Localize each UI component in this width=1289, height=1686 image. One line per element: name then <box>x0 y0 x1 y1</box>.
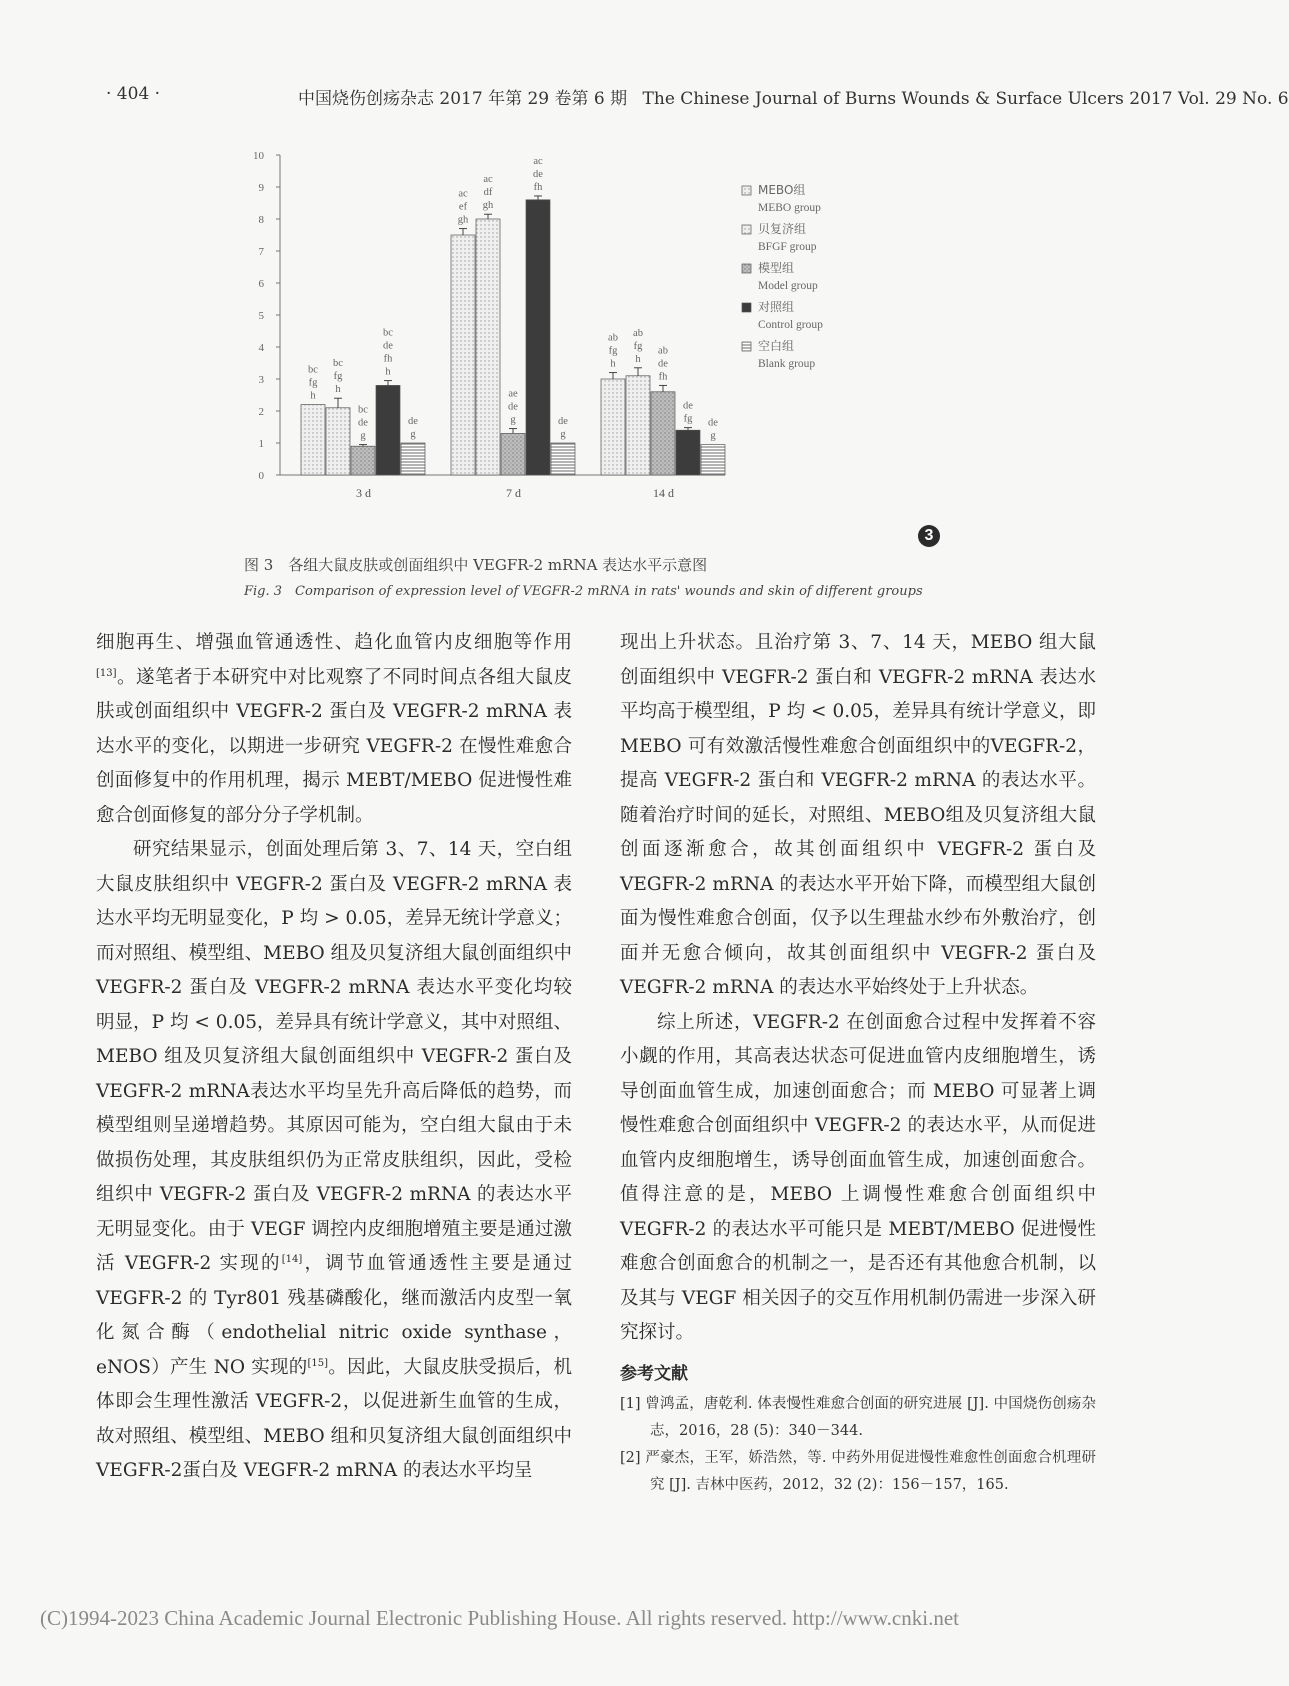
paragraph: 研究结果显示，创面处理后第 3、7、14 天，空白组大鼠皮肤组织中 VEGFR-2 蛋白及 VEGFR-2 mRNA 表达水平均无明显变化，P 均 > 0.05，差异无统计学意义；而对照组、模型组、MEBO 组及贝复济组大鼠创面组织中 VEGFR-2 蛋白及 VEGFR-2 mRNA 表达水平变化均较明显，P 均 < 0.05，差异具有统计学意义，其中对照组、MEBO 组及贝复济组大鼠创面组织中 VEGFR-2 蛋白及 VEGFR-2 mRNA表达水平均呈先升高后降低的趋势，而模型组则呈递增趋势。其原因可能为，空白组大鼠由于未做损伤处理，其皮肤组织仍为正常皮肤组织，因此，受检组织中 VEGFR-2 蛋白及 VEGFR-2 mRNA 的表达水平无明显变化。由于 VEGF 调控内皮细胞增殖主要是通过激活 VEGFR-2 实现的[14]，调节血管通透性主要是通过 VEGFR-2 的 Tyr801 残基磷酸化，继而激活内皮型一氧化氮合酶（endothelial nitric oxide synthase，eNOS）产生 NO 实现的[15]。因此，大鼠皮肤受损后，机体即会生理性激活 VEGFR-2，以促进新生血管的生成，故对照组、模型组、MEBO 组和贝复济组大鼠创面组织中 VEGFR-2蛋白及 VEGFR-2 mRNA 的表达水平均呈 <box>96 839 572 1481</box>
significance-label: ac <box>458 188 468 200</box>
significance-label: h <box>335 384 341 396</box>
significance-label: ef <box>458 201 468 213</box>
significance-label: g <box>360 430 366 442</box>
figure-3-chart <box>240 140 920 550</box>
citation: [14] <box>281 1253 303 1265</box>
significance-label: g <box>710 430 716 442</box>
legend-swatch <box>742 264 751 273</box>
bar-mebo-group <box>451 235 475 475</box>
significance-label: bc <box>308 364 318 376</box>
significance-label: fh <box>533 181 543 193</box>
x-tick-label: 14 d <box>653 486 674 500</box>
significance-label: gh <box>457 214 469 226</box>
paragraph: 细胞再生、增强血管通透性、趋化血管内皮细胞等作用[13]。遂笔者于本研究中对比观察了不同时间点各组大鼠皮肤或创面组织中 VEGFR-2 蛋白及 VEGFR-2 mRNA 表达水平的变化，以期进一步研究 VEGFR-2 在慢性难愈合创面修复中的作用机理，揭示 MEBT/MEBO 促进慢性难愈合创面修复的部分分子学机制。 <box>96 632 572 826</box>
y-tick-label: 9 <box>258 182 264 194</box>
bar-bfgf-group <box>476 219 500 475</box>
bar-control-group <box>676 430 700 475</box>
significance-label: g <box>510 414 516 426</box>
significance-label: h <box>385 366 391 378</box>
legend-label-cn: 贝复济组 <box>758 222 807 236</box>
y-tick-label: 2 <box>258 406 264 418</box>
bar-bfgf-group <box>326 408 350 475</box>
paragraph: 现出上升状态。且治疗第 3、7、14 天，MEBO 组大鼠创面组织中 VEGFR-2 蛋白和 VEGFR-2 mRNA 表达水平均高于模型组，P 均 < 0.05，差异具有统计学意义，即 MEBO 可有效激活慢性难愈合创面组织中的VEGFR-2，提高 VEGFR-2 蛋白和 VEGFR-2 mRNA 的表达水平。随着治疗时间的延长，对照组、MEBO组及贝复济组大鼠创面逐渐愈合，故其创面组织中 VEGFR-2 蛋白及 VEGFR-2 mRNA 的表达水平开始下降，而模型组大鼠创面为慢性难愈合创面，仅予以生理盐水纱布外敷治疗，创面并无愈合倾向，故其创面组织中 VEGFR-2 蛋白及 VEGFR-2 mRNA 的表达水平始终处于上升状态。 <box>620 632 1096 998</box>
significance-label: de <box>508 401 518 413</box>
page-number: · 404 · <box>106 84 161 104</box>
significance-label: de <box>533 168 543 180</box>
legend-swatch <box>742 303 751 312</box>
y-tick-label: 6 <box>258 278 264 290</box>
y-tick-label: 1 <box>258 438 264 450</box>
bar-blank-group <box>701 445 725 475</box>
figure-badge: 3 <box>918 525 940 547</box>
significance-label: h <box>635 353 641 365</box>
copyright-footer: (C)1994-2023 China Academic Journal Electronic Publishing House. All rights reserved. http://www.cnki.net <box>40 1606 959 1630</box>
significance-label: gh <box>482 200 494 212</box>
significance-label: ae <box>508 388 518 400</box>
legend-label-cn: 模型组 <box>758 261 795 275</box>
bar-control-group <box>526 200 550 475</box>
significance-label: h <box>610 358 616 370</box>
significance-label: de <box>708 417 718 429</box>
legend-label-en: Model group <box>758 280 818 292</box>
bar-model-group <box>651 392 675 475</box>
right-column <box>620 626 1096 1499</box>
legend-label-cn: 空白组 <box>758 339 795 353</box>
bar-control-group <box>376 385 400 475</box>
journal-title-cn: 中国烧伤创疡杂志 2017 年第 29 卷第 6 期 <box>298 89 628 109</box>
significance-label: ac <box>533 155 543 167</box>
significance-label: fg <box>308 377 318 389</box>
significance-label: fg <box>683 413 693 425</box>
y-tick-label: 4 <box>258 342 264 354</box>
running-header <box>298 84 1289 109</box>
significance-label: de <box>658 358 668 370</box>
bar-bfgf-group <box>626 376 650 475</box>
legend-label-en: Control group <box>758 319 823 331</box>
bar-model-group <box>501 433 525 475</box>
significance-label: fh <box>658 371 668 383</box>
significance-label: df <box>483 187 493 199</box>
journal-title-en: The Chinese Journal of Burns Wounds & Surface Ulcers 2017 Vol. 29 No. 6 <box>642 89 1289 109</box>
bar-blank-group <box>551 443 575 475</box>
significance-label: de <box>408 416 418 427</box>
x-tick-label: 7 d <box>506 486 521 500</box>
significance-label: de <box>683 400 693 412</box>
y-tick-label: 8 <box>258 214 264 226</box>
significance-label: ab <box>633 327 643 339</box>
significance-label: fh <box>383 353 393 365</box>
significance-label: ab <box>658 345 668 357</box>
legend-label-en: Blank group <box>758 358 816 370</box>
significance-label: ab <box>608 332 618 344</box>
legend-label-cn: 对照组 <box>758 300 795 314</box>
references-heading: 参考文献 <box>620 1363 688 1384</box>
significance-label: de <box>358 417 368 429</box>
legend-label-en: MEBO group <box>758 202 821 214</box>
significance-label: g <box>410 429 416 440</box>
significance-label: de <box>383 340 393 352</box>
bar-mebo-group <box>301 405 325 475</box>
bar-mebo-group <box>601 379 625 475</box>
legend-label-en: BFGF group <box>758 241 817 253</box>
legend-label-cn: MEBO组 <box>758 183 806 197</box>
x-tick-label: 3 d <box>356 486 371 500</box>
bar-blank-group <box>401 443 425 475</box>
y-tick-label: 0 <box>258 470 264 482</box>
significance-label: fg <box>608 345 618 357</box>
significance-label: ac <box>483 174 493 186</box>
citation: [15] <box>307 1357 329 1369</box>
figure-caption-cn: 图 3 各组大鼠皮肤或创面组织中 VEGFR-2 mRNA 表达水平示意图 <box>244 556 708 574</box>
significance-label: de <box>558 416 568 427</box>
y-tick-label: 3 <box>258 374 264 386</box>
significance-label: bc <box>333 358 343 370</box>
significance-label: bc <box>383 327 393 339</box>
figure-caption-en: Fig. 3 Comparison of expression level of VEGFR-2 mRNA in rats' wounds and skin of different groups <box>244 584 923 599</box>
y-tick-label: 10 <box>253 150 264 162</box>
significance-label: fg <box>633 340 643 352</box>
paragraph: 综上所述，VEGFR-2 在创面愈合过程中发挥着不容小觑的作用，其高表达状态可促进血管内皮细胞增生，诱导创面血管生成，加速创面愈合；而 MEBO 可显著上调慢性难愈合创面组织中 VEGFR-2 的表达水平，从而促进血管内皮细胞增生，诱导创面血管生成，加速创面愈合。值得注意的是，MEBO 上调慢性难愈合创面组织中 VEGFR-2 的表达水平可能只是 MEBT/MEBO 促进慢性难愈合创面愈合的机制之一，是否还有其他愈合机制，以及其与 VEGF 相关因子的交互作用机制仍需进一步深入研究探讨。 <box>620 1011 1096 1343</box>
reference-item: [1] 曾鸿孟，唐乾利. 体表慢性难愈合创面的研究进展 [J]. 中国烧伤创疡杂志，2016，28 (5)：340－344. <box>620 1396 1096 1439</box>
y-tick-label: 7 <box>258 246 264 258</box>
reference-item: [2] 严豪杰，王军，娇浩然，等. 中药外用促进慢性难愈性创面愈合机理研究 [J]. 吉林中医药，2012，32 (2)：156－157，165. <box>620 1450 1096 1493</box>
left-column <box>96 626 572 1489</box>
significance-label: g <box>560 429 566 440</box>
significance-label: bc <box>358 404 368 416</box>
legend-swatch <box>742 186 751 195</box>
y-tick-label: 5 <box>258 310 264 322</box>
legend-swatch <box>742 342 751 351</box>
significance-label: fg <box>333 371 343 383</box>
citation: [13] <box>96 667 117 679</box>
legend-swatch <box>742 225 751 234</box>
bar-model-group <box>351 446 375 475</box>
significance-label: h <box>310 390 316 402</box>
